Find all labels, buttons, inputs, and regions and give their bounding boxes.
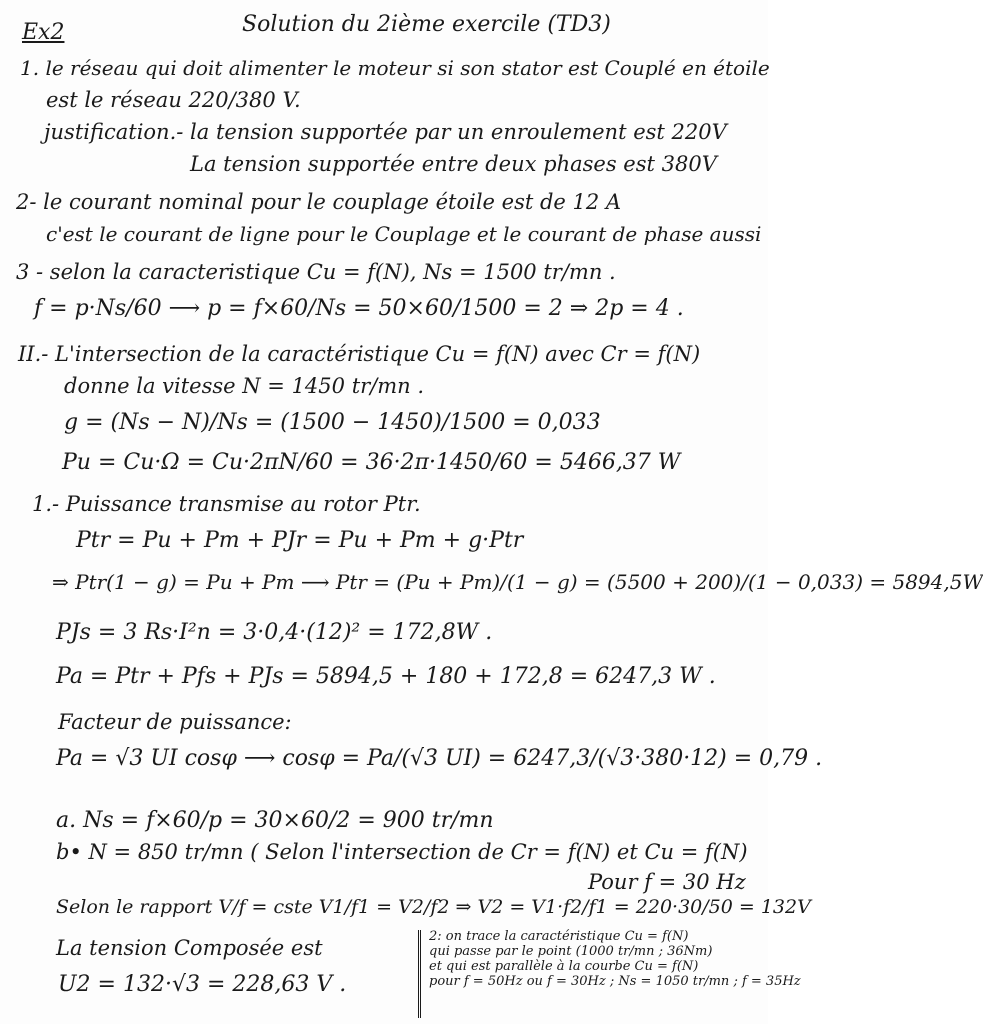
absorbed-power-equation: Pa = Ptr + Pfs + PJs = 5894,5 + 180 + 172,8 = 6247,3 W .: [56, 664, 716, 689]
side-note-line-4: pour f = 50Hz ou f = 30Hz ; Ns = 1050 tr/mn ; f = 35Hz: [429, 973, 801, 989]
power-factor-heading: Facteur de puissance:: [58, 710, 292, 734]
voltage-ratio-equation: Selon le rapport V/f = cste V1/f1 = V2/f2 ⇒ V2 = V1·f2/f1 = 220·30/50 = 132V: [56, 896, 811, 918]
useful-power-equation: Pu = Cu·Ω = Cu·2πN/60 = 36·2π·1450/60 = 5466,37 W: [62, 450, 681, 475]
side-note-line-2: qui passe par le point (1000 tr/mn ; 36Nm): [429, 943, 713, 959]
answer-3-equation: f = p·Ns/60 ⟶ p = f×60/Ns = 50×60/1500 = 2 ⇒ 2p = 4 .: [34, 296, 684, 321]
answer-b-speed: b• N = 850 tr/mn ( Selon l'intersection de Cr = f(N) et Cu = f(N): [56, 840, 748, 864]
part-II-speed: donne la vitesse N = 1450 tr/mn .: [64, 374, 425, 398]
stator-joule-losses: PJs = 3 Rs·I²n = 3·0,4·(12)² = 172,8W .: [56, 620, 493, 645]
exercise-label: Ex2: [22, 20, 65, 45]
rotor-power-equation-2: ⇒ Ptr(1 − g) = Pu + Pm ⟶ Ptr = (Pu + Pm)/(1 − g) = (5500 + 200)/(1 − 0,033) = 5894,5W: [52, 570, 983, 594]
answer-a-synchronous-speed: a. Ns = f×60/p = 30×60/2 = 900 tr/mn: [56, 808, 494, 833]
side-note-line-3: et qui est parallèle à la courbe Cu = f(N): [429, 958, 699, 974]
answer-1-justification: justification.- la tension supportée par un enroulement est 220V: [44, 120, 727, 144]
page-title: Solution du 2ième exercile (TD3): [242, 12, 611, 37]
answer-1-line-1: 1. le réseau qui doit alimenter le moteur si son stator est Couplé en étoile: [20, 56, 770, 80]
side-note-box: [418, 929, 801, 1018]
slip-equation: g = (Ns − N)/Ns = (1500 − 1450)/1500 = 0,033: [64, 410, 601, 435]
compound-voltage-equation: U2 = 132·√3 = 228,63 V .: [58, 972, 347, 997]
answer-1-justification-2: La tension supportée entre deux phases est 380V: [190, 152, 717, 176]
part-II-intro: II.- L'intersection de la caractéristique Cu = f(N) avec Cr = f(N): [18, 342, 701, 366]
answer-b-frequency: Pour f = 30 Hz: [588, 870, 746, 894]
answer-3-line-1: 3 - selon la caracteristique Cu = f(N), Ns = 1500 tr/mn .: [16, 260, 616, 284]
answer-2-line-1: 2- le courant nominal pour le couplage étoile est de 12 A: [16, 190, 622, 214]
compound-voltage-heading: La tension Composée est: [56, 936, 323, 960]
rotor-power-equation-1: Ptr = Pu + Pm + PJr = Pu + Pm + g·Ptr: [76, 528, 524, 553]
power-factor-equation: Pa = √3 UI cosφ ⟶ cosφ = Pa/(√3 UI) = 6247,3/(√3·380·12) = 0,79 .: [56, 746, 823, 771]
rotor-power-heading: 1.- Puissance transmise au rotor Ptr.: [32, 492, 421, 516]
side-note-line-1: 2: on trace la caractéristique Cu = f(N): [429, 929, 689, 944]
answer-2-line-2: c'est le courant de ligne pour le Couplage et le courant de phase aussi: [46, 222, 762, 246]
answer-1-line-2: est le réseau 220/380 V.: [46, 88, 301, 112]
